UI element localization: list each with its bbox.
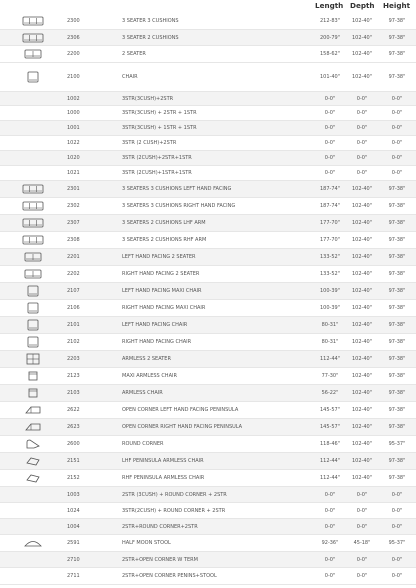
product-description: 2STR (3CUSH) + ROUND CORNER + 2STR [122, 492, 227, 498]
depth-value: 102-40" [351, 475, 372, 481]
table-row [0, 453, 416, 470]
three-seat-sofa-icon [22, 183, 44, 195]
height-value: 97-38" [388, 390, 406, 396]
product-description: MAXI ARMLESS CHAIR [122, 373, 177, 379]
product-code: 2710 [67, 557, 80, 563]
product-description: 3 SEATERS 2 CUSHIONS LHF ARM [122, 220, 206, 226]
table-row [0, 106, 416, 121]
peninsula-icon [22, 404, 44, 416]
table-header [0, 0, 416, 12]
product-code: 2622 [67, 407, 80, 413]
product-code: 2203 [67, 356, 80, 362]
length-value: 0-0" [324, 508, 336, 514]
product-code: 2306 [67, 35, 80, 41]
length-value: 133-52" [319, 271, 340, 277]
product-description: 3 SEATERS 3 CUSHIONS RIGHT HAND FACING [122, 203, 236, 209]
table-row [0, 63, 416, 92]
product-description: LEFT HAND FACING MAXI CHAIR [122, 288, 202, 294]
product-description: 3STR (2CUSH)+1STR+1STR [122, 170, 192, 176]
height-value: 97-38" [388, 271, 406, 277]
depth-value: 102-40" [351, 18, 372, 24]
product-description: HALF MOON STOOL [122, 540, 171, 546]
product-code: 1004 [67, 524, 80, 530]
product-description: RIGHT HAND FACING CHAIR [122, 339, 192, 345]
height-value: 97-38" [388, 254, 406, 260]
table-row [0, 385, 416, 402]
depth-value: 102-40" [351, 35, 372, 41]
height-value: 97-38" [388, 373, 406, 379]
product-description: LEFT HAND FACING CHAIR [122, 322, 188, 328]
depth-value: 0-0" [356, 140, 368, 146]
length-value: 56-22" [321, 390, 339, 396]
three-seat-sofa-icon [22, 234, 44, 246]
length-value: 145-57" [319, 424, 340, 430]
length-value: 92-36" [321, 540, 339, 546]
depth-value: 102-40" [351, 441, 372, 447]
armless-seat-icon [22, 353, 44, 365]
length-value: 177-70" [319, 220, 340, 226]
product-code: 2103 [67, 390, 80, 396]
height-value: 97-38" [388, 407, 406, 413]
product-code: 2301 [67, 186, 80, 192]
depth-value: 102-40" [351, 424, 372, 430]
depth-value: 102-40" [351, 458, 372, 464]
depth-value: 45-18" [353, 540, 371, 546]
depth-value: 102-40" [351, 305, 372, 311]
product-description: ROUND CORNER [122, 441, 164, 447]
table-row [0, 92, 416, 106]
product-description: 3STR(2CUSH) + ROUND CORNER + 2STR [122, 508, 226, 514]
length-value: 0-0" [324, 110, 336, 116]
table-row [0, 283, 416, 300]
product-code: 2591 [67, 540, 80, 546]
table-row [0, 568, 416, 585]
product-code: 2200 [67, 51, 80, 57]
height-value: 0-0" [391, 155, 403, 161]
length-value: 187-74" [319, 203, 340, 209]
length-value: 118-46" [319, 441, 340, 447]
length-value: 80-31" [321, 339, 339, 345]
table-row [0, 351, 416, 368]
length-value: 77-30" [321, 373, 339, 379]
table-row [0, 535, 416, 552]
height-value: 97-38" [388, 339, 406, 345]
depth-value: 0-0" [356, 557, 368, 563]
product-code: 2100 [67, 74, 80, 80]
depth-value: 102-40" [351, 186, 372, 192]
two-seat-sofa-icon [22, 48, 44, 60]
table-row [0, 317, 416, 334]
table-row [0, 552, 416, 568]
depth-value: 0-0" [356, 125, 368, 131]
length-value: 0-0" [324, 492, 336, 498]
height-value: 97-38" [388, 203, 406, 209]
product-description: RIGHT HAND FACING 2 SEATER [122, 271, 200, 277]
height-value: 97-38" [388, 35, 406, 41]
depth-value: 102-40" [351, 356, 372, 362]
length-value: 200-79" [319, 35, 340, 41]
height-value: 97-38" [388, 18, 406, 24]
two-seat-sofa-icon [22, 251, 44, 263]
height-value: 97-38" [388, 186, 406, 192]
product-description: 3 SEATERS 3 CUSHIONS LEFT HAND FACING [122, 186, 232, 192]
three-seat-sofa-icon [22, 217, 44, 229]
product-code: 1021 [67, 170, 80, 176]
height-value: 0-0" [391, 492, 403, 498]
height-value: 0-0" [391, 508, 403, 514]
product-code: 2308 [67, 237, 80, 243]
chair-icon [22, 319, 44, 331]
product-code: 2107 [67, 288, 80, 294]
table-row [0, 519, 416, 535]
depth-value: 102-40" [351, 254, 372, 260]
table-row [0, 181, 416, 198]
height-value: 97-38" [388, 288, 406, 294]
product-code: 2201 [67, 254, 80, 260]
product-code: 1001 [67, 125, 80, 131]
table-row [0, 470, 416, 487]
product-code: 2302 [67, 203, 80, 209]
table-row [0, 46, 416, 63]
product-description: 3 SEATERS 2 CUSHIONS RHF ARM [122, 237, 207, 243]
height-value: 97-38" [388, 237, 406, 243]
product-code: 2202 [67, 271, 80, 277]
product-description: 3STR (2 CUSH)+2STR [122, 140, 177, 146]
height-value: 0-0" [391, 170, 403, 176]
product-description: 3 SEATER 3 CUSHIONS [122, 18, 179, 24]
peninsula-chair-icon [22, 455, 44, 467]
product-code: 1020 [67, 155, 80, 161]
depth-value: 102-40" [351, 203, 372, 209]
height-value: 97-38" [388, 51, 406, 57]
height-value: 0-0" [391, 110, 403, 116]
depth-value: 102-40" [351, 390, 372, 396]
depth-value: 102-40" [351, 322, 372, 328]
depth-value: 0-0" [356, 508, 368, 514]
product-code: 2123 [67, 373, 80, 379]
table-row [0, 121, 416, 136]
product-code: 2102 [67, 339, 80, 345]
product-code: 2152 [67, 475, 80, 481]
length-value: 0-0" [324, 557, 336, 563]
length-value: 0-0" [324, 170, 336, 176]
chair-icon [22, 285, 44, 297]
product-description: 2 SEATER [122, 51, 146, 57]
depth-value: 102-40" [351, 373, 372, 379]
length-value: 0-0" [324, 96, 336, 102]
product-description: 2STR+ROUND CORNER+2STR [122, 524, 198, 530]
depth-value: 0-0" [356, 573, 368, 579]
height-value: 95-37" [388, 441, 406, 447]
round-corner-icon [22, 438, 44, 450]
height-value: 97-38" [388, 356, 406, 362]
table-row [0, 368, 416, 385]
height-value: 97-38" [388, 220, 406, 226]
depth-value: 0-0" [356, 524, 368, 530]
length-value: 0-0" [324, 140, 336, 146]
depth-value: 102-40" [351, 51, 372, 57]
table-row [0, 487, 416, 503]
product-code: 2101 [67, 322, 80, 328]
peninsula-icon [22, 421, 44, 433]
table-row [0, 198, 416, 215]
table-row [0, 402, 416, 419]
depth-header: Depth [350, 1, 375, 10]
height-value: 97-38" [388, 424, 406, 430]
product-description: 3STR(3CUSH) + 1STR + 1STR [122, 125, 197, 131]
product-description: 2STR+OPEN CORNER PENINS+STOOL [122, 573, 217, 579]
product-code: 1003 [67, 492, 80, 498]
chair-icon [22, 336, 44, 348]
height-value: 0-0" [391, 125, 403, 131]
height-value: 95-37" [388, 540, 406, 546]
length-value: 0-0" [324, 573, 336, 579]
product-code: 1000 [67, 110, 80, 116]
table-row [0, 266, 416, 283]
product-code: 2623 [67, 424, 80, 430]
product-description: 3STR (2CUSH)+2STR+1STR [122, 155, 192, 161]
depth-value: 102-40" [351, 339, 372, 345]
chair-icon [22, 302, 44, 314]
length-value: 212-83" [319, 18, 340, 24]
table-row [0, 215, 416, 232]
length-value: 112-44" [319, 475, 340, 481]
product-description: 3STR(3CUSH) + 2STR + 1STR [122, 110, 197, 116]
peninsula-chair-icon [22, 472, 44, 484]
table-row [0, 166, 416, 181]
product-description: ARMLESS CHAIR [122, 390, 163, 396]
table-row [0, 503, 416, 519]
depth-value: 102-40" [351, 407, 372, 413]
product-code: 1022 [67, 140, 80, 146]
product-description: RIGHT HAND FACING MAXI CHAIR [122, 305, 206, 311]
table-row [0, 136, 416, 151]
length-value: 80-31" [321, 322, 339, 328]
armless-chair-icon [22, 387, 44, 399]
depth-value: 0-0" [356, 96, 368, 102]
half-moon-stool-icon [22, 537, 44, 549]
table-row [0, 249, 416, 266]
three-seat-sofa-icon [22, 200, 44, 212]
table-row [0, 232, 416, 249]
product-code: 2300 [67, 18, 80, 24]
length-value: 158-62" [319, 51, 340, 57]
product-code: 2151 [67, 458, 80, 464]
length-value: 0-0" [324, 524, 336, 530]
height-header: Height [383, 1, 411, 10]
depth-value: 102-40" [351, 237, 372, 243]
length-value: 100-39" [319, 288, 340, 294]
depth-value: 102-40" [351, 271, 372, 277]
height-value: 0-0" [391, 96, 403, 102]
product-description: ARMLESS 2 SEATER [122, 356, 171, 362]
length-header: Length [315, 1, 344, 10]
depth-value: 0-0" [356, 492, 368, 498]
three-seat-sofa-icon [22, 32, 44, 44]
product-description: OPEN CORNER LEFT HAND FACING PENINSULA [122, 407, 239, 413]
three-seat-sofa-icon [22, 15, 44, 27]
product-description: 3STR(3CUSH)+2STR [122, 96, 174, 102]
length-value: 100-39" [319, 305, 340, 311]
product-description: LHF PENINSULA ARMLESS CHAIR [122, 458, 204, 464]
height-value: 0-0" [391, 140, 403, 146]
table-row [0, 151, 416, 166]
product-description: 2STR+OPEN CORNER W TERM [122, 557, 198, 563]
length-value: 145-57" [319, 407, 340, 413]
height-value: 97-38" [388, 322, 406, 328]
height-value: 97-38" [388, 305, 406, 311]
product-code: 1024 [67, 508, 80, 514]
depth-value: 0-0" [356, 155, 368, 161]
length-value: 187-74" [319, 186, 340, 192]
depth-value: 102-40" [351, 220, 372, 226]
table-row [0, 334, 416, 351]
height-value: 0-0" [391, 524, 403, 530]
height-value: 97-38" [388, 74, 406, 80]
product-description: OPEN CORNER RIGHT HAND FACING PENINSULA [122, 424, 243, 430]
table-row [0, 300, 416, 317]
product-description: RHF PENINSULA ARMLESS CHAIR [122, 475, 205, 481]
product-code: 2307 [67, 220, 80, 226]
table-row [0, 436, 416, 453]
two-seat-sofa-icon [22, 268, 44, 280]
product-description: 3 SEATER 2 CUSHIONS [122, 35, 179, 41]
length-value: 101-40" [319, 74, 340, 80]
table-row [0, 419, 416, 436]
product-description: LEFT HAND FACING 2 SEATER [122, 254, 196, 260]
length-value: 177-70" [319, 237, 340, 243]
length-value: 0-0" [324, 125, 336, 131]
length-value: 112-44" [319, 458, 340, 464]
product-code: 2711 [67, 573, 80, 579]
depth-value: 0-0" [356, 110, 368, 116]
product-description: CHAIR [122, 74, 138, 80]
depth-value: 102-40" [351, 74, 372, 80]
product-code: 2106 [67, 305, 80, 311]
length-value: 133-52" [319, 254, 340, 260]
height-value: 0-0" [391, 573, 403, 579]
height-value: 97-38" [388, 475, 406, 481]
depth-value: 102-40" [351, 288, 372, 294]
length-value: 0-0" [324, 155, 336, 161]
armless-chair-icon [22, 370, 44, 382]
height-value: 97-38" [388, 458, 406, 464]
table-row [0, 12, 416, 30]
chair-icon [22, 71, 44, 83]
product-code: 2600 [67, 441, 80, 447]
depth-value: 0-0" [356, 170, 368, 176]
length-value: 112-44" [319, 356, 340, 362]
height-value: 0-0" [391, 557, 403, 563]
table-row [0, 30, 416, 46]
product-code: 1002 [67, 96, 80, 102]
